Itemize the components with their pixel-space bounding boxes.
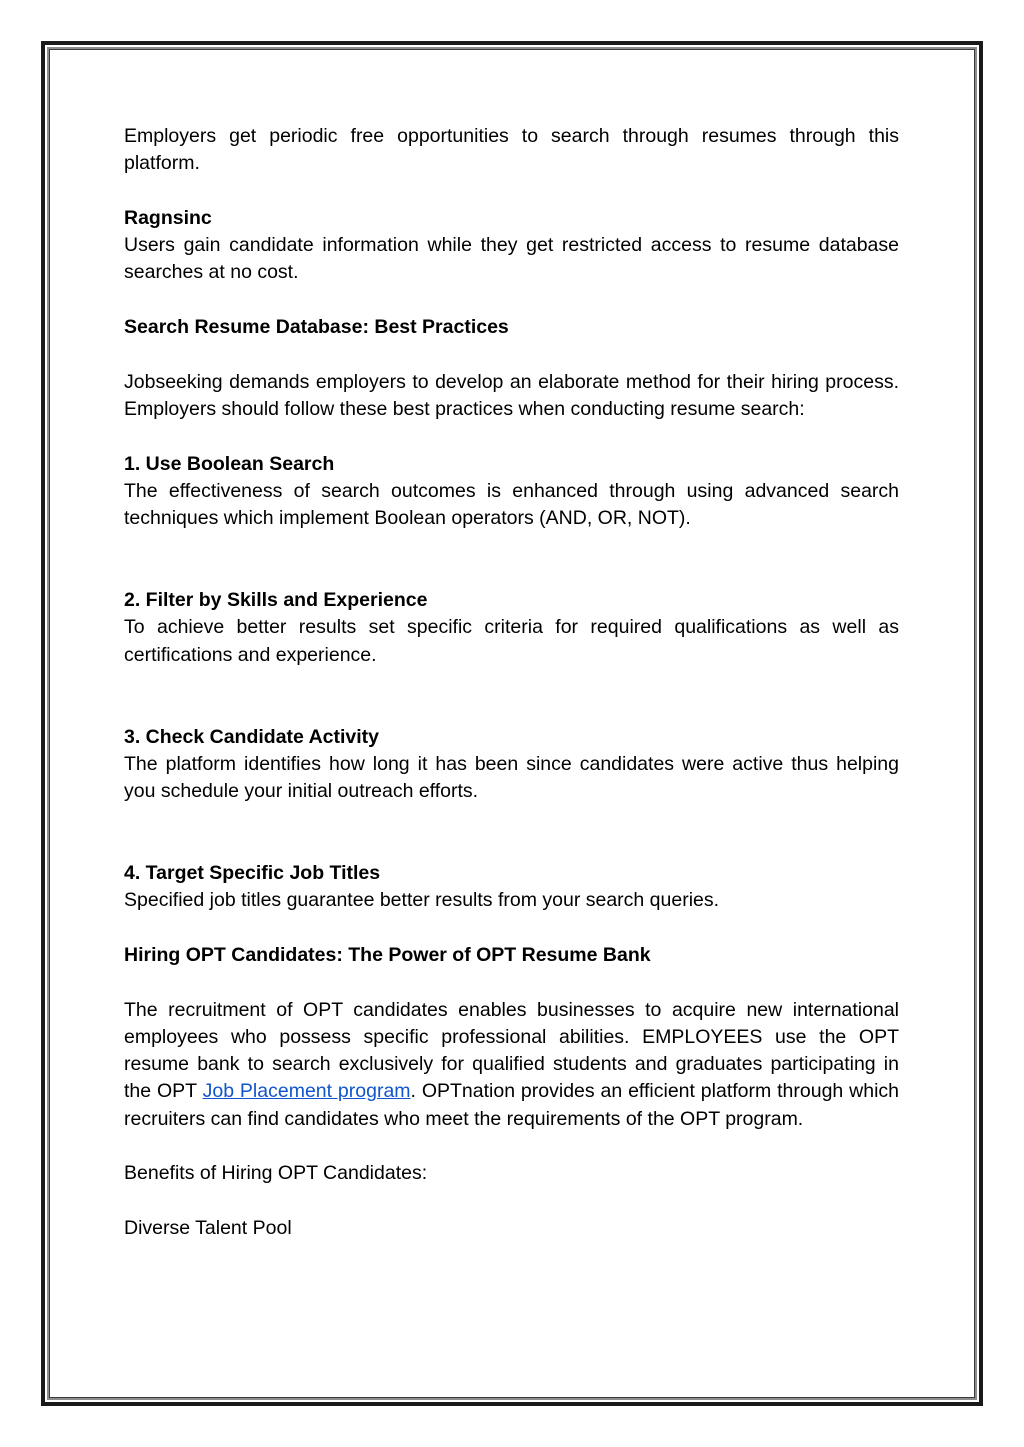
document-body bbox=[124, 123, 899, 1242]
ragnsinc-paragraph: Users gain candidate information while they get restricted access to resume database searches at no cost. bbox=[124, 234, 899, 284]
practice-4-title: 4. Target Specific Job Titles bbox=[124, 862, 381, 885]
practice-3-title: 3. Check Candidate Activity bbox=[124, 725, 380, 748]
practice-2-text: To achieve better results set specific criteria for required qualifications as well as certifications and experience. bbox=[124, 616, 899, 666]
opt-paragraph bbox=[124, 997, 899, 1133]
job-placement-link[interactable]: Job Placement program bbox=[202, 1080, 411, 1103]
benefits-label: Benefits of Hiring OPT Candidates: bbox=[124, 1162, 428, 1185]
practice-2-title: 2. Filter by Skills and Experience bbox=[124, 589, 428, 612]
ragnsinc-heading: Ragnsinc bbox=[124, 206, 212, 229]
intro-paragraph: Employers get periodic free opportunities to search through resumes through this platform. bbox=[124, 125, 899, 175]
practice-1-title: 1. Use Boolean Search bbox=[124, 452, 335, 475]
practice-1-text: The effectiveness of search outcomes is enhanced through using advanced search techniques which implement Boolean operators (AND, OR, NOT). bbox=[124, 479, 899, 530]
practice-4-text: Specified job titles guarantee better results from your search queries. bbox=[124, 889, 720, 912]
best-practices-intro: Jobseeking demands employers to develop an elaborate method for their hiring process. Employers should follow these best practices when conducting resume search: bbox=[124, 370, 899, 420]
opt-heading: Hiring OPT Candidates: The Power of OPT Resume Bank bbox=[124, 943, 651, 966]
opt-text-after-link: . OPTnation provides an efficient platform through which recruiters can find candidates who meet the requirements of the OPT program. bbox=[124, 1080, 899, 1130]
benefit-item: Diverse Talent Pool bbox=[124, 1216, 292, 1239]
practice-3-text: The platform identifies how long it has been since candidates were active thus helping you schedule your initial outreach efforts. bbox=[124, 752, 899, 803]
opt-text-before-link: The recruitment of OPT candidates enables businesses to acquire new international employees who possess specific professional abilities. EMPLOYEES use the OPT resume bank to search exclusively for qualified students and graduates participating in the OPT bbox=[124, 998, 899, 1103]
best-practices-heading: Search Resume Database: Best Practices bbox=[124, 316, 509, 339]
